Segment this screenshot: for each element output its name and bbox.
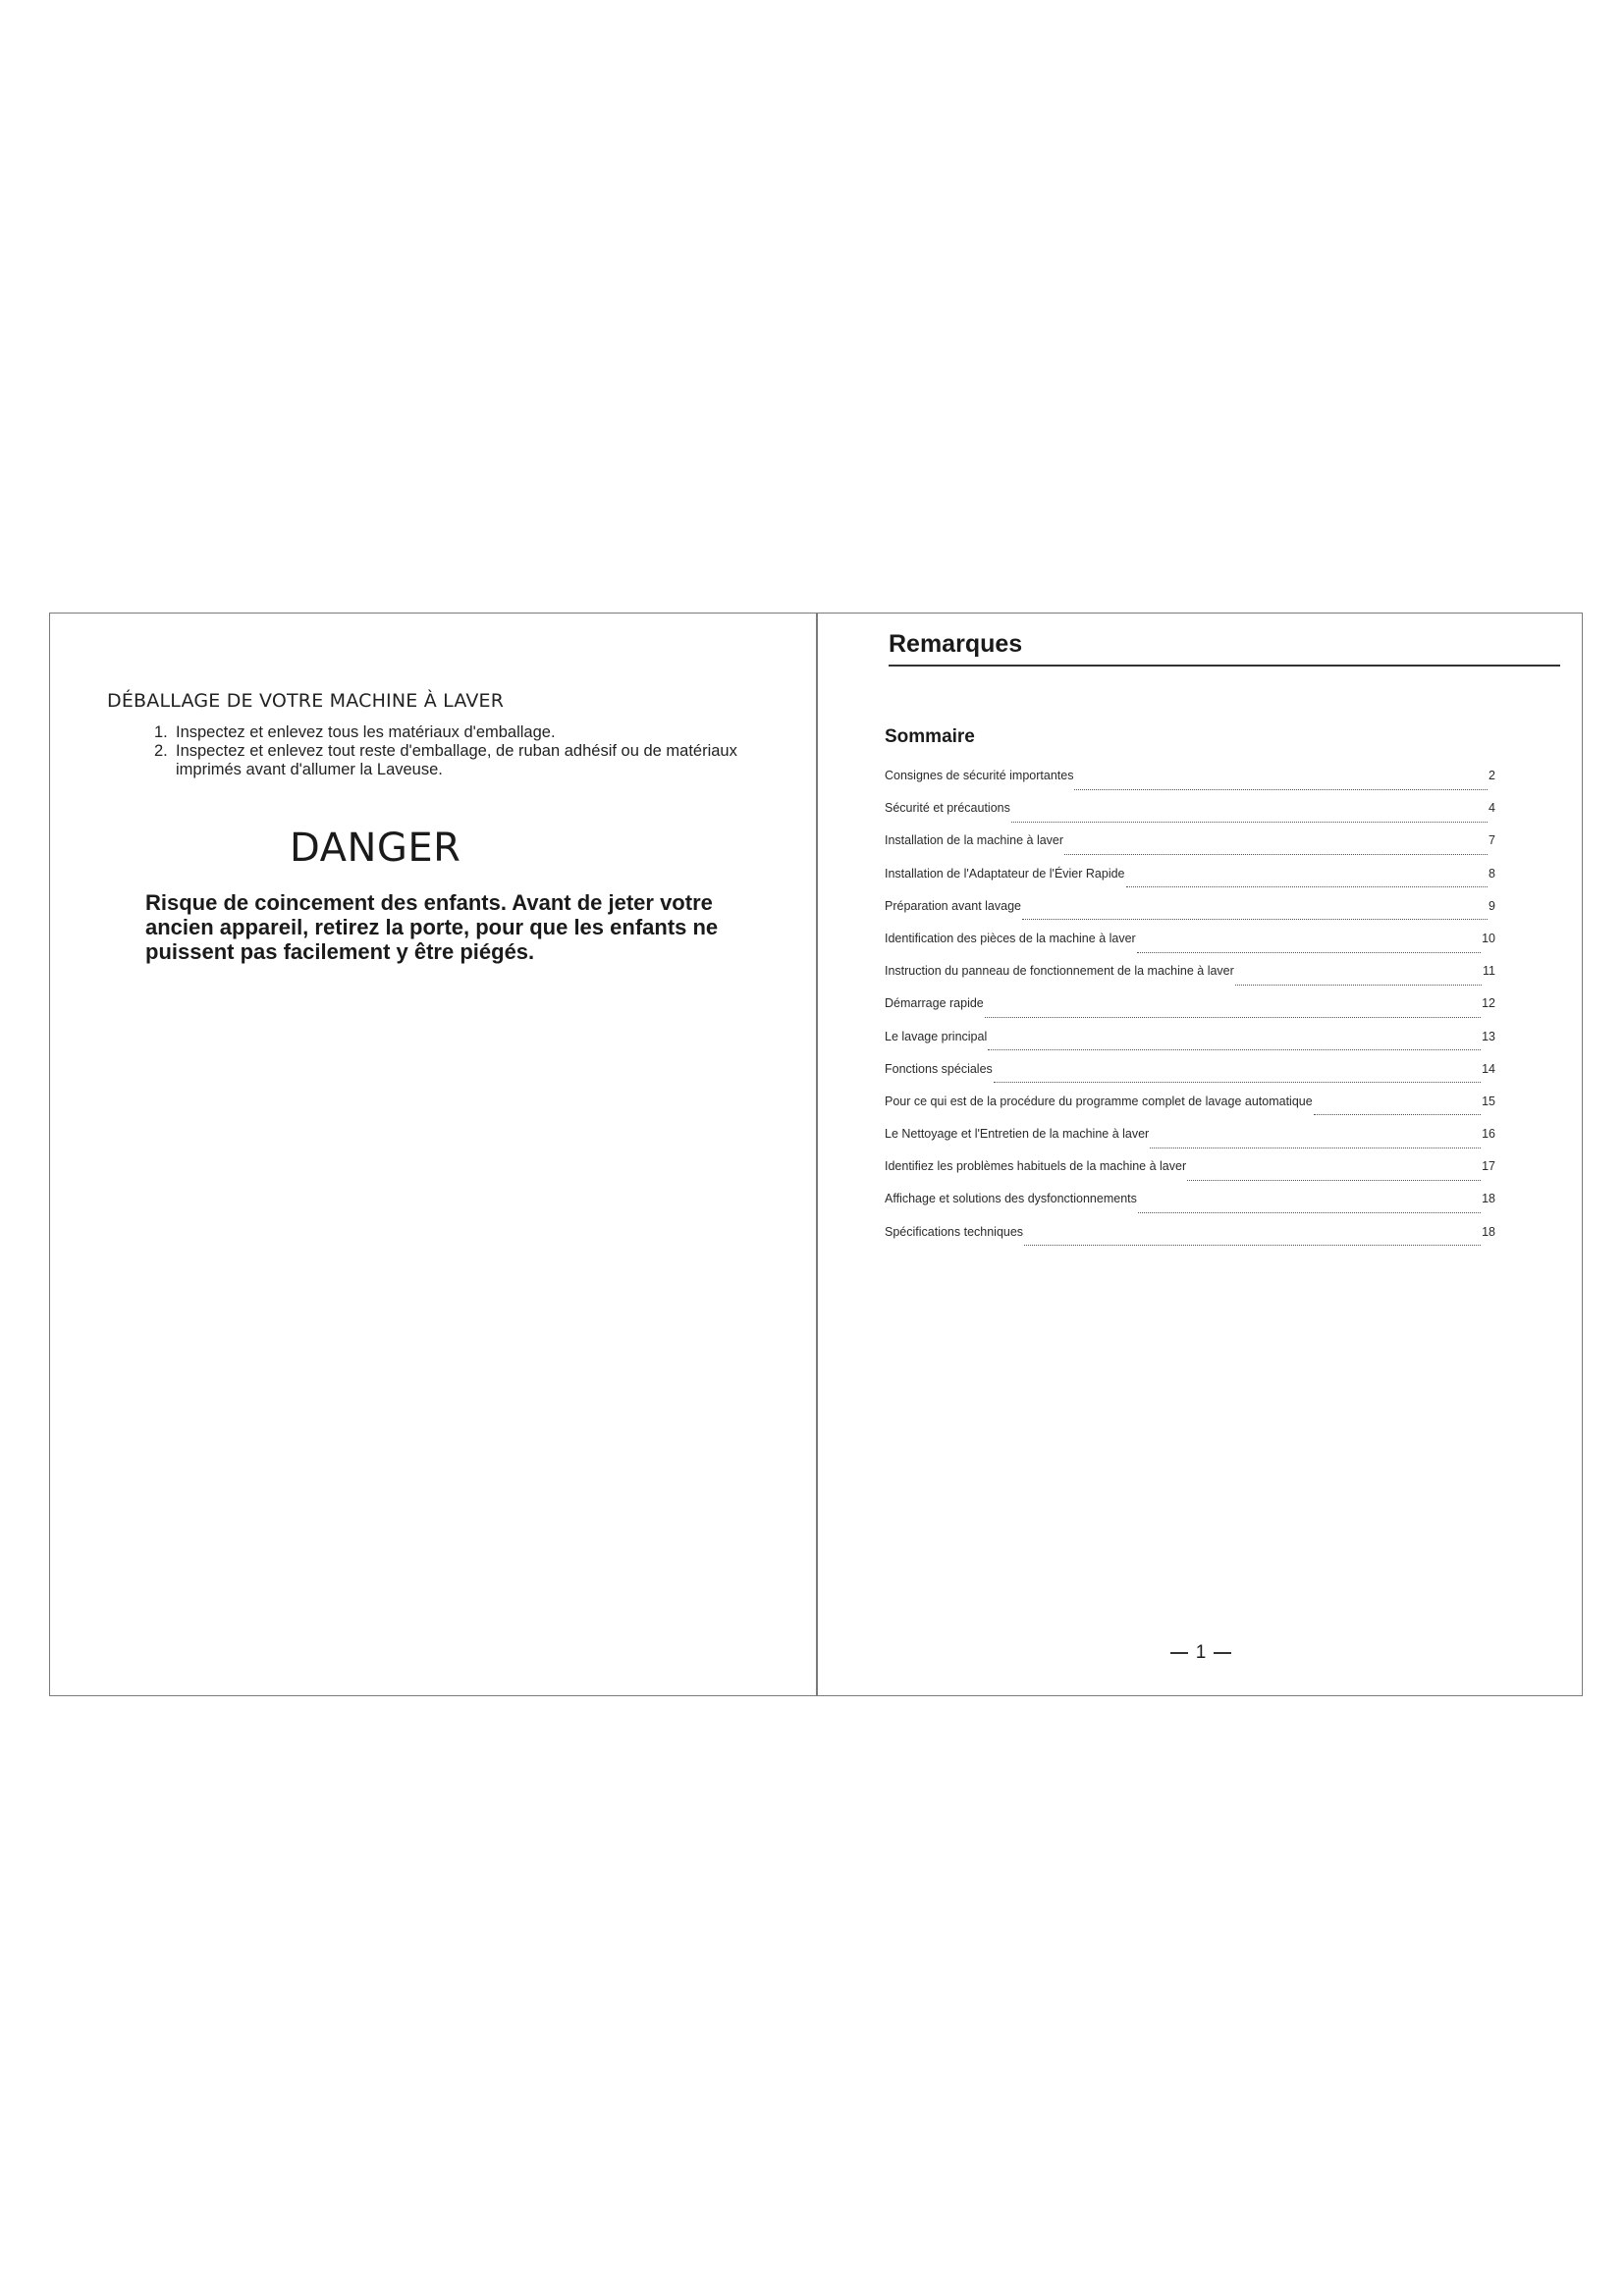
toc-leader (1011, 821, 1488, 823)
toc-leader (1022, 918, 1488, 920)
page-number (818, 1642, 1584, 1664)
title-rule (889, 665, 1560, 667)
toc-entry[interactable] (885, 1225, 1495, 1257)
toc-leader (1024, 1244, 1481, 1246)
toc-page: 14 (1482, 1061, 1495, 1076)
step-text: Inspectez et enlevez tous les matériaux d'emballage. (176, 723, 556, 741)
toc-page: 15 (1482, 1094, 1495, 1108)
right-page (818, 614, 1584, 1695)
toc-leader (1126, 885, 1489, 887)
toc-page: 17 (1482, 1159, 1495, 1174)
toc-leader (988, 1048, 1481, 1050)
toc-label: Identifiez les problèmes habituels de la machine à laver (885, 1159, 1187, 1174)
toc-page: 9 (1489, 898, 1495, 913)
step-number: 2. (154, 742, 168, 760)
toc-entry[interactable] (885, 1062, 1495, 1095)
toc-entry[interactable] (885, 1192, 1495, 1224)
toc-label: Affichage et solutions des dysfonctionnements (885, 1192, 1137, 1206)
toc-entry[interactable] (885, 1159, 1495, 1192)
toc-entry[interactable] (885, 964, 1495, 996)
toc-leader (1314, 1113, 1481, 1115)
toc-page: 4 (1489, 801, 1495, 816)
toc-label: Spécifications techniques (885, 1224, 1024, 1239)
toc-leader (1235, 984, 1482, 986)
toc-label: Consignes de sécurité importantes (885, 769, 1074, 782)
danger-warning-text: Risque de coincement des enfants. Avant de jeter votre ancien appareil, retirez la porte, pour que les enfants ne puissent pas facilement y être piégés. (145, 890, 719, 964)
toc-page: 8 (1489, 866, 1495, 881)
toc-label: Identification des pièces de la machine à laver (885, 931, 1136, 945)
toc-entry[interactable] (885, 996, 1495, 1029)
toc-page: 11 (1483, 964, 1495, 979)
toc-page: 18 (1482, 1224, 1495, 1239)
toc-label: Instruction du panneau de fonctionnement de la machine à laver (885, 964, 1234, 979)
toc-page: 10 (1482, 931, 1495, 945)
toc-label: Sécurité et précautions (885, 801, 1010, 816)
danger-heading: DANGER (290, 826, 461, 871)
toc-page: 18 (1482, 1192, 1495, 1206)
notes-title: Remarques (889, 630, 1023, 658)
toc-page: 7 (1489, 833, 1495, 848)
toc-entry[interactable] (885, 1127, 1495, 1159)
toc-label: Démarrage rapide (885, 996, 984, 1011)
toc-page: 13 (1482, 1029, 1495, 1043)
table-of-contents (885, 769, 1495, 1257)
toc-label: Pour ce qui est de la procédure du programme complet de lavage automatique (885, 1094, 1313, 1108)
toc-label: Fonctions spéciales (885, 1061, 993, 1076)
dash-right (1214, 1652, 1231, 1654)
dash-left (1170, 1652, 1188, 1654)
toc-title: Sommaire (885, 726, 975, 747)
toc-entry[interactable] (885, 932, 1495, 964)
toc-page: 12 (1482, 996, 1495, 1011)
step-item (154, 723, 783, 742)
toc-leader (1150, 1147, 1481, 1148)
toc-entry[interactable] (885, 867, 1495, 899)
toc-entry[interactable] (885, 1030, 1495, 1062)
toc-leader (1187, 1179, 1481, 1181)
toc-leader (1138, 1211, 1481, 1213)
toc-label: Préparation avant lavage (885, 898, 1021, 913)
toc-label: Le Nettoyage et l'Entretien de la machine à laver (885, 1127, 1150, 1142)
toc-page: 2 (1489, 769, 1495, 782)
manual-spread (49, 613, 1583, 1696)
toc-label: Installation de la machine à laver (885, 833, 1064, 848)
step-number: 1. (154, 723, 168, 741)
toc-entry[interactable] (885, 899, 1495, 932)
toc-leader (1137, 951, 1481, 953)
toc-entry[interactable] (885, 1095, 1495, 1127)
unpack-title: DÉBALLAGE DE VOTRE MACHINE À LAVER (107, 690, 505, 712)
toc-label: Le lavage principal (885, 1029, 988, 1043)
toc-entry[interactable] (885, 769, 1495, 801)
page-number-value: 1 (1195, 1642, 1207, 1663)
left-page (50, 614, 816, 1695)
toc-leader (994, 1081, 1481, 1083)
toc-page: 16 (1482, 1127, 1495, 1142)
toc-entry[interactable] (885, 801, 1495, 833)
step-text: Inspectez et enlevez tout reste d'emballage, de ruban adhésif ou de matériaux imprimés avant d'allumer la Laveuse. (176, 742, 737, 778)
toc-entry[interactable] (885, 833, 1495, 866)
step-item (154, 742, 783, 779)
unpack-steps (154, 723, 783, 779)
toc-leader (1074, 788, 1488, 790)
toc-leader (1064, 853, 1488, 855)
toc-leader (985, 1016, 1481, 1018)
toc-label: Installation de l'Adaptateur de l'Évier Rapide (885, 866, 1125, 881)
